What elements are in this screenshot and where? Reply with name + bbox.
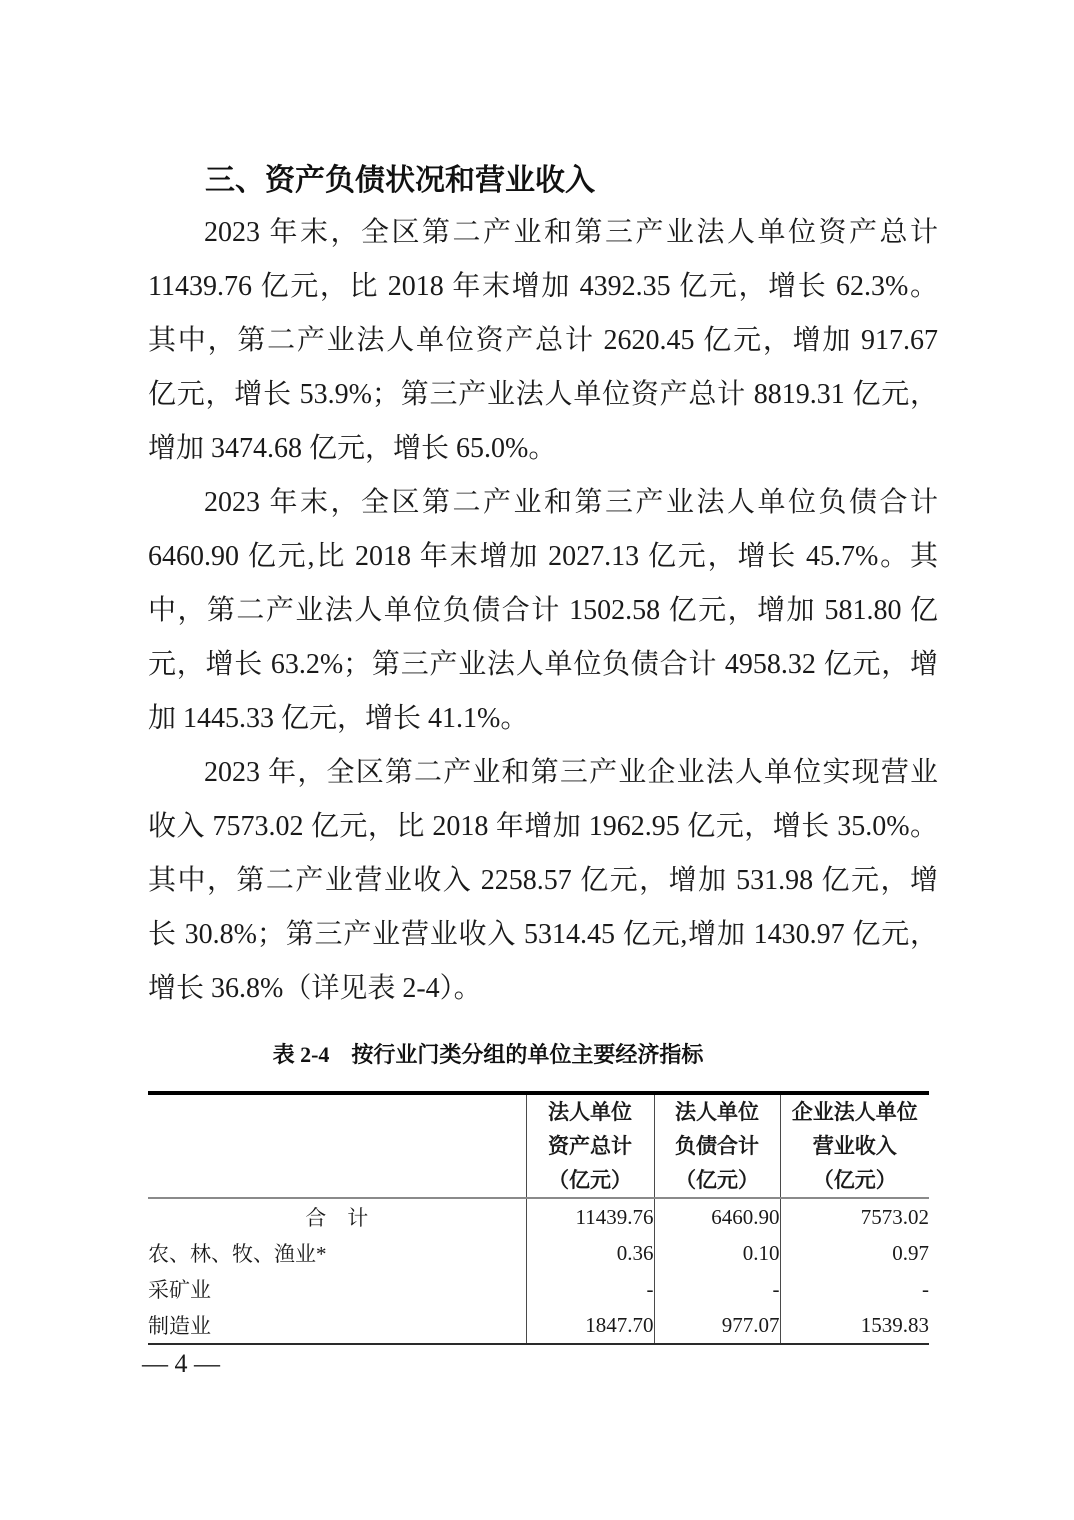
header-operating-revenue (780, 1093, 929, 1198)
table-body (148, 1198, 929, 1344)
paragraph-line: 11439.76 亿元，比 2018 年末增加 4392.35 亿元，增长 62.3%。 (148, 271, 938, 302)
economic-indicators-table (148, 1091, 929, 1345)
paragraph-line: 元，增长 63.2%；第三产业法人单位负债合计 4958.32 亿元，增 (148, 649, 938, 680)
paragraph-line: 亿元，增长 53.9%；第三产业法人单位资产总计 8819.31 亿元， (148, 379, 938, 410)
table-header (148, 1093, 929, 1198)
paragraph-line: 加 1445.33 亿元，增长 41.1%。 (148, 703, 529, 734)
header-line: （亿元） (675, 1168, 759, 1192)
row-label: 采矿业 (148, 1278, 211, 1302)
paragraph-line: 收入 7573.02 亿元，比 2018 年增加 1962.95 亿元，增长 35.0%。 (148, 811, 938, 842)
table-title: 表 2-4 按行业门类分组的单位主要经济指标 (272, 1042, 704, 1067)
paragraph-line: 2023 年末，全区第二产业和第三产业法人单位资产总计 (204, 217, 938, 248)
header-assets-total (526, 1093, 654, 1198)
paragraph-line: 2023 年，全区第二产业和第三产业企业法人单位实现营业 (204, 757, 938, 788)
cell-assets: 1847.70 (526, 1307, 654, 1344)
cell-liabilities: 977.07 (654, 1307, 780, 1344)
body-paragraphs (148, 206, 938, 1016)
row-label: 制造业 (148, 1314, 211, 1338)
cell-revenue: 7573.02 (780, 1198, 929, 1235)
table-header-row (148, 1093, 929, 1198)
header-line: 资产总计 (548, 1134, 632, 1158)
page-number: — 4 — (142, 1349, 220, 1378)
table-row-total (148, 1198, 929, 1235)
cell-revenue: - (780, 1271, 929, 1307)
header-industry-blank (148, 1093, 526, 1198)
paragraph-line: 6460.90 亿元,比 2018 年末增加 2027.13 亿元，增长 45.7%。其 (148, 541, 938, 572)
table-row-agriculture (148, 1235, 929, 1271)
paragraph-line: 其中，第二产业营业收入 2258.57 亿元，增加 531.98 亿元，增 (148, 865, 938, 896)
header-line: 企业法人单位 (791, 1100, 918, 1124)
cell-liabilities: 6460.90 (654, 1198, 780, 1235)
row-label: 农、林、牧、渔业* (148, 1242, 327, 1266)
paragraph-line: 长 30.8%；第三产业营业收入 5314.45 亿元,增加 1430.97 亿元， (148, 919, 938, 950)
header-line: （亿元） (812, 1168, 897, 1192)
cell-liabilities: - (654, 1271, 780, 1307)
paragraph-line: 增长 36.8%（详见表 2-4）。 (148, 973, 482, 1004)
row-label: 合 计 (305, 1206, 369, 1230)
cell-assets: 11439.76 (526, 1198, 654, 1235)
paragraph-line: 增加 3474.68 亿元，增长 65.0%。 (148, 433, 557, 464)
cell-revenue: 0.97 (780, 1235, 929, 1271)
paragraph-line: 2023 年末，全区第二产业和第三产业法人单位负债合计 (204, 487, 938, 518)
cell-liabilities: 0.10 (654, 1235, 780, 1271)
section-heading: 三、资产负债状况和营业收入 (205, 164, 595, 197)
header-line: 营业收入 (812, 1134, 897, 1158)
header-line: 法人单位 (675, 1100, 759, 1124)
paragraph-line: 其中，第二产业法人单位资产总计 2620.45 亿元，增加 917.67 (148, 325, 938, 356)
header-line: 负债合计 (675, 1134, 759, 1158)
cell-assets: - (526, 1271, 654, 1307)
header-line: 法人单位 (548, 1100, 632, 1124)
cell-assets: 0.36 (526, 1235, 654, 1271)
header-line: （亿元） (548, 1168, 632, 1192)
header-liabilities-total (654, 1093, 780, 1198)
cell-revenue: 1539.83 (780, 1307, 929, 1344)
table-row-mining (148, 1271, 929, 1307)
table-row-manufacturing (148, 1307, 929, 1344)
paragraph-line: 中，第二产业法人单位负债合计 1502.58 亿元，增加 581.80 亿 (148, 595, 938, 626)
